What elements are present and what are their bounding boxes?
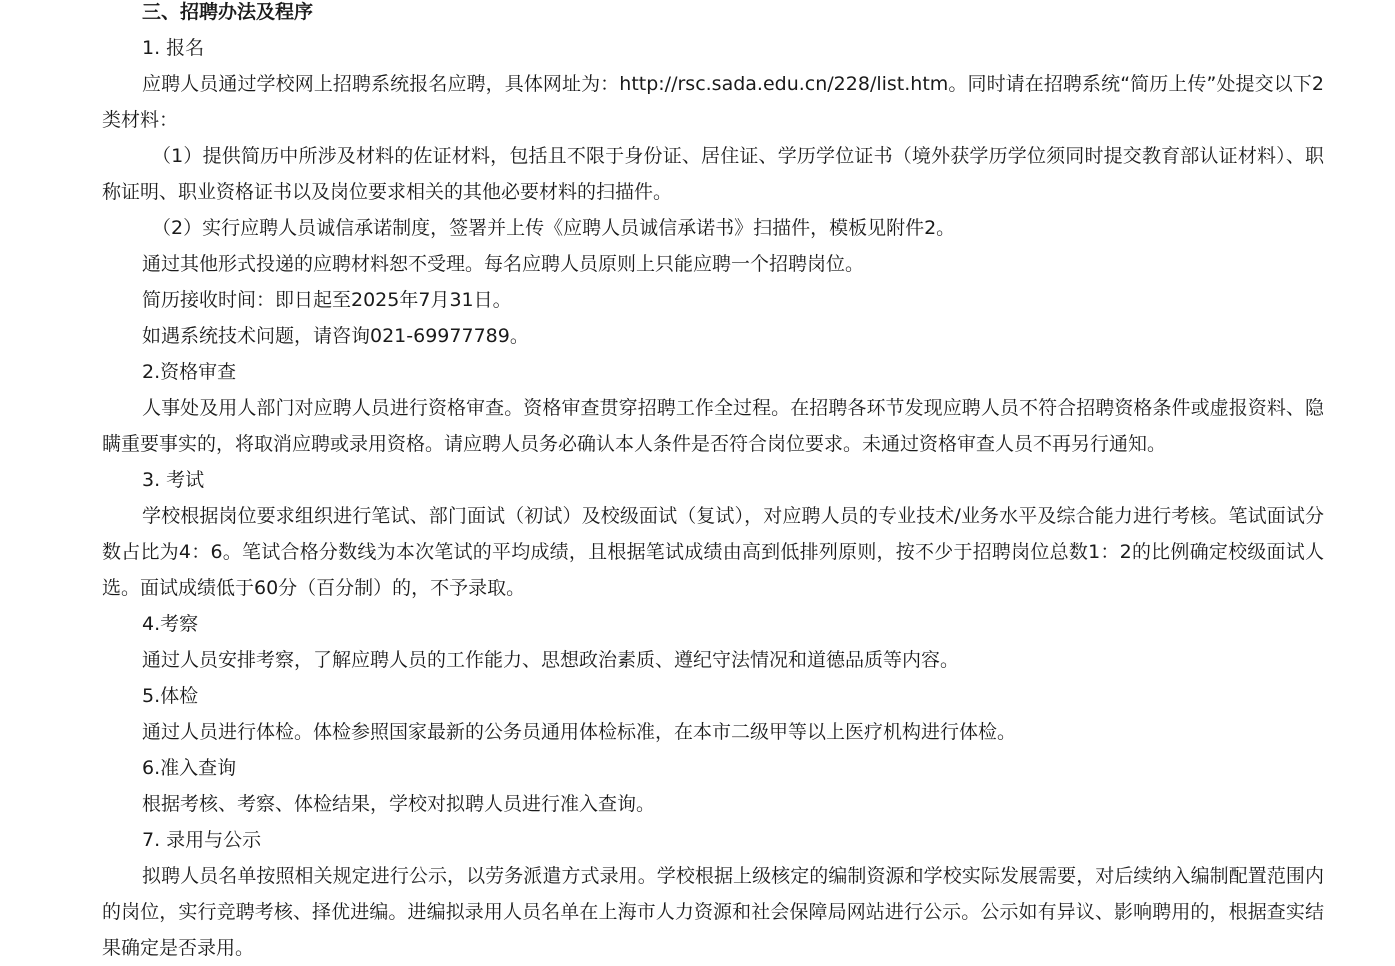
subsection-title-medical: 5.体检 bbox=[142, 685, 199, 707]
subsection-title-registration: 1. 报名 bbox=[142, 37, 205, 59]
section-heading: 三、招聘办法及程序 bbox=[142, 1, 314, 23]
paragraph-inspection: 通过人员安排考察，了解应聘人员的工作能力、思想政治素质、遵纪守法情况和道德品质等内容。 bbox=[142, 649, 960, 671]
paragraph-deadline: 简历接收时间：即日起至2025年7月31日。 bbox=[142, 289, 512, 311]
paragraph-contact: 如遇系统技术问题，请咨询021-69977789。 bbox=[142, 325, 529, 347]
list-item-materials-2: （2）实行应聘人员诚信承诺制度，签署并上传《应聘人员诚信承诺书》扫描件，模板见附件2。 bbox=[152, 217, 956, 239]
list-item-materials-1: （1）提供简历中所涉及材料的佐证材料，包括且不限于身份证、居住证、学历学位证书（境外获学历学位须同时提交教育部认证材料）、职称证明、职业资格证书以及岗位要求相关的其他必要材料的扫描件。 bbox=[102, 145, 1324, 203]
subsection-title-access-check: 6.准入查询 bbox=[142, 757, 237, 779]
paragraph-access-check: 根据考核、考察、体检结果，学校对拟聘人员进行准入查询。 bbox=[142, 793, 656, 815]
paragraph-other-channels: 通过其他形式投递的应聘材料恕不受理。每名应聘人员原则上只能应聘一个招聘岗位。 bbox=[142, 253, 865, 275]
paragraph-hiring: 拟聘人员名单按照相关规定进行公示，以劳务派遣方式录用。学校根据上级核定的编制资源和学校实际发展需要，对后续纳入编制配置范围内的岗位，实行竞聘考核、择优进编。进编拟录用人员名单在上海市人力资源和社会保障局网站进行公示。公示如有异议、影响聘用的，根据查实结果确定是否录用。 bbox=[102, 865, 1324, 959]
document-body bbox=[102, 0, 1324, 966]
subsection-title-inspection: 4.考察 bbox=[142, 613, 199, 635]
paragraph-exam: 学校根据岗位要求组织进行笔试、部门面试（初试）及校级面试（复试），对应聘人员的专业技术/业务水平及综合能力进行考核。笔试面试分数占比为4：6。笔试合格分数线为本次笔试的平均成绩，且根据笔试成绩由高到低排列原则，按不少于招聘岗位总数1：2的比例确定校级面试人选。面试成绩低于60分（百分制）的，不予录取。 bbox=[102, 505, 1324, 599]
subsection-title-hiring: 7. 录用与公示 bbox=[142, 829, 262, 851]
paragraph-qualification: 人事处及用人部门对应聘人员进行资格审查。资格审查贯穿招聘工作全过程。在招聘各环节发现应聘人员不符合招聘资格条件或虚报资料、隐瞒重要事实的，将取消应聘或录用资格。请应聘人员务必确认本人条件是否符合岗位要求。未通过资格审查人员不再另行通知。 bbox=[102, 397, 1324, 455]
subsection-title-qualification: 2.资格审查 bbox=[142, 361, 237, 383]
paragraph-registration: 应聘人员通过学校网上招聘系统报名应聘，具体网址为：http://rsc.sada.edu.cn/228/list.htm。同时请在招聘系统“简历上传”处提交以下2类材料： bbox=[102, 73, 1324, 131]
subsection-title-exam: 3. 考试 bbox=[142, 469, 205, 491]
paragraph-medical: 通过人员进行体检。体检参照国家最新的公务员通用体检标准，在本市二级甲等以上医疗机构进行体检。 bbox=[142, 721, 1017, 743]
